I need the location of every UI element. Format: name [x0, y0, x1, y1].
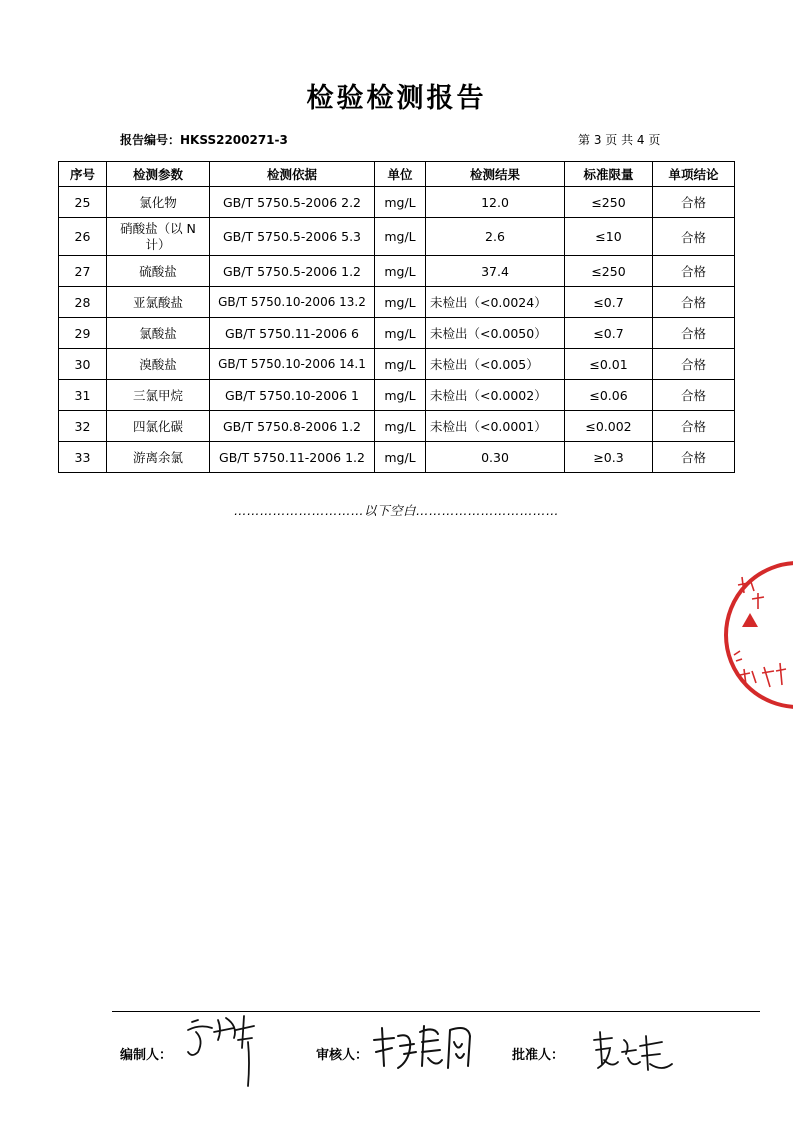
- cell-result: 未检出（<0.0001）: [426, 411, 565, 442]
- table-row: [59, 187, 735, 218]
- cell-limit: ≤0.01: [565, 349, 653, 380]
- cell-method: GB/T 5750.5-2006 1.2: [210, 256, 375, 287]
- seal-star-icon: [742, 613, 758, 627]
- cell-unit: mg/L: [375, 411, 426, 442]
- cell-limit: ≤250: [565, 187, 653, 218]
- cell-method: GB/T 5750.5-2006 5.3: [210, 218, 375, 256]
- cell-unit: mg/L: [375, 442, 426, 473]
- cell-method: GB/T 5750.10-2006 1: [210, 380, 375, 411]
- cell-index: 25: [59, 187, 107, 218]
- report-title: 检验检测报告: [306, 83, 487, 114]
- cell-index: 28: [59, 287, 107, 318]
- report-number: 报告编号：HKSS2200271-3: [120, 133, 288, 147]
- table-row: [59, 287, 735, 318]
- cell-method: GB/T 5750.8-2006 1.2: [210, 411, 375, 442]
- cell-unit: mg/L: [375, 256, 426, 287]
- table-row: [59, 256, 735, 287]
- cell-limit: ≤10: [565, 218, 653, 256]
- cell-unit: mg/L: [375, 218, 426, 256]
- cell-parameter: 亚氯酸盐: [107, 287, 210, 318]
- table-row: [59, 380, 735, 411]
- cell-unit: mg/L: [375, 349, 426, 380]
- reviewer-label: 审核人：: [316, 1048, 369, 1063]
- cell-conclusion: 合格: [653, 380, 735, 411]
- table-row: [59, 411, 735, 442]
- cell-limit: ≤0.06: [565, 380, 653, 411]
- blank-notice: …………………………以下空白……………………………: [233, 503, 559, 518]
- cell-conclusion: 合格: [653, 411, 735, 442]
- cell-conclusion: 合格: [653, 287, 735, 318]
- cell-index: 31: [59, 380, 107, 411]
- seal-stamp: [718, 555, 793, 715]
- cell-result: 2.6: [426, 218, 565, 256]
- cell-parameter: 氯化物: [107, 187, 210, 218]
- cell-parameter: 硝酸盐（以 N 计）: [107, 218, 210, 256]
- cell-method: GB/T 5750.11-2006 1.2: [210, 442, 375, 473]
- cell-result: 0.30: [426, 442, 565, 473]
- reviewer-signature: [372, 1018, 492, 1078]
- header-parameter: 检测参数: [107, 162, 210, 187]
- cell-result: 未检出（<0.0024）: [426, 287, 565, 318]
- cell-conclusion: 合格: [653, 187, 735, 218]
- cell-method: GB/T 5750.10-2006 14.1: [210, 349, 375, 380]
- cell-result: 未检出（<0.0050）: [426, 318, 565, 349]
- cell-parameter: 三氯甲烷: [107, 380, 210, 411]
- cell-limit: ≤0.7: [565, 318, 653, 349]
- cell-parameter: 四氯化碳: [107, 411, 210, 442]
- table-header-row: [59, 162, 735, 187]
- cell-limit: ≥0.3: [565, 442, 653, 473]
- table-row: [59, 442, 735, 473]
- cell-limit: ≤0.7: [565, 287, 653, 318]
- table-row: [59, 349, 735, 380]
- approver-label: 批准人：: [512, 1048, 565, 1063]
- cell-index: 30: [59, 349, 107, 380]
- cell-index: 33: [59, 442, 107, 473]
- cell-method: GB/T 5750.5-2006 2.2: [210, 187, 375, 218]
- cell-limit: ≤250: [565, 256, 653, 287]
- header-conclusion: 单项结论: [653, 162, 735, 187]
- cell-parameter: 溴酸盐: [107, 349, 210, 380]
- cell-conclusion: 合格: [653, 256, 735, 287]
- cell-conclusion: 合格: [653, 218, 735, 256]
- header-method: 检测依据: [210, 162, 375, 187]
- cell-method: GB/T 5750.10-2006 13.2: [210, 287, 375, 318]
- cell-conclusion: 合格: [653, 318, 735, 349]
- cell-index: 32: [59, 411, 107, 442]
- cell-result: 12.0: [426, 187, 565, 218]
- cell-method: GB/T 5750.11-2006 6: [210, 318, 375, 349]
- cell-parameter: 游离余氯: [107, 442, 210, 473]
- cell-index: 27: [59, 256, 107, 287]
- cell-result: 未检出（<0.005）: [426, 349, 565, 380]
- cell-index: 29: [59, 318, 107, 349]
- cell-conclusion: 合格: [653, 442, 735, 473]
- preparer-label: 编制人：: [120, 1048, 173, 1063]
- cell-result: 未检出（<0.0002）: [426, 380, 565, 411]
- cell-result: 37.4: [426, 256, 565, 287]
- cell-parameter: 硫酸盐: [107, 256, 210, 287]
- cell-unit: mg/L: [375, 380, 426, 411]
- cell-unit: mg/L: [375, 318, 426, 349]
- table-row: [59, 218, 735, 256]
- cell-conclusion: 合格: [653, 349, 735, 380]
- results-table: [58, 161, 735, 473]
- cell-unit: mg/L: [375, 187, 426, 218]
- header-result: 检测结果: [426, 162, 565, 187]
- page-indicator: 第 3 页 共 4 页: [578, 133, 661, 147]
- header-limit: 标准限量: [565, 162, 653, 187]
- cell-limit: ≤0.002: [565, 411, 653, 442]
- preparer-signature: [178, 1012, 268, 1092]
- cell-parameter: 氯酸盐: [107, 318, 210, 349]
- cell-unit: mg/L: [375, 287, 426, 318]
- header-index: 序号: [59, 162, 107, 187]
- header-unit: 单位: [375, 162, 426, 187]
- approver-signature: [590, 1024, 680, 1080]
- table-row: [59, 318, 735, 349]
- cell-index: 26: [59, 218, 107, 256]
